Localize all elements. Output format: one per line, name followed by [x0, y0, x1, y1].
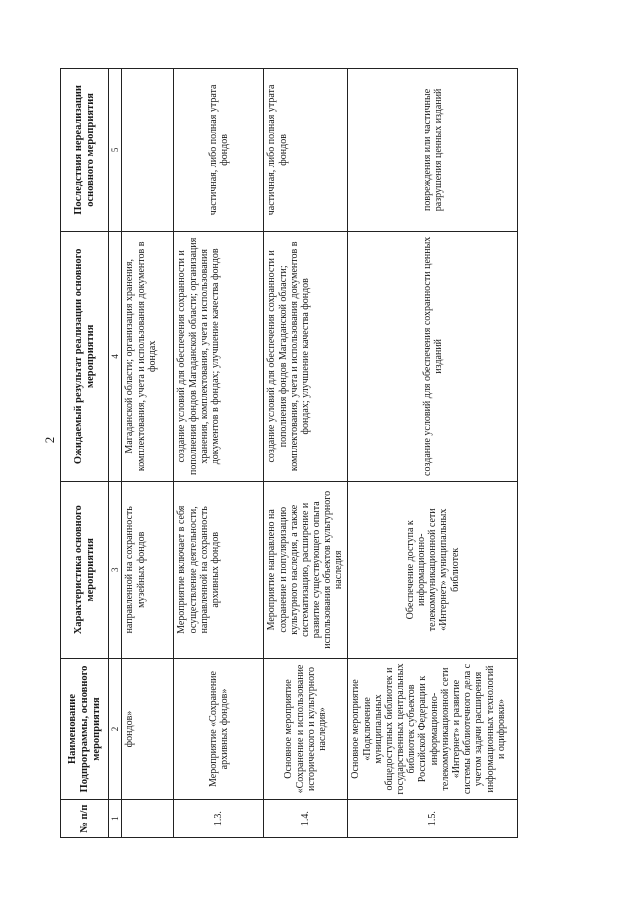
row-consequence: частичная, либо полная утрата фондов: [264, 69, 348, 232]
column-index: 1: [109, 800, 122, 838]
row-number: 1.5.: [348, 800, 518, 838]
row-result: Магаданской области; организация хранения, комплектования, учета и использования документов в фондах: [122, 231, 174, 481]
row-name: фондов»: [122, 658, 174, 800]
program-activities-table: [60, 68, 518, 838]
header-result: Ожидаемый результат реализации основного мероприятия: [61, 231, 109, 481]
column-index-row: [109, 69, 122, 838]
row-number: 1.4.: [264, 800, 348, 838]
header-consequence: Последствия нереализации основного мероприятия: [61, 69, 109, 232]
row-characteristic: Обеспечение доступа к информационно-телекоммуникационной сети «Интернет» муниципальных библиотек: [348, 481, 518, 658]
header-name: Наименование Подпрограммы, основного мероприятия: [61, 658, 109, 800]
table-row: [264, 69, 348, 838]
column-index: 5: [109, 69, 122, 232]
header-number: № п/п: [61, 800, 109, 838]
row-characteristic: Мероприятие включает в себя осуществление деятельности, направленной на сохранность архивных фондов: [174, 481, 264, 658]
column-index: 2: [109, 658, 122, 800]
row-characteristic: направленной на сохранность музейных фондов: [122, 481, 174, 658]
row-consequence: повреждения или частичные разрушения ценных изданий: [348, 69, 518, 232]
table-row: [122, 69, 174, 838]
table-row: [348, 69, 518, 838]
program-table-sheet: [60, 68, 620, 838]
row-number: 1.3.: [174, 800, 264, 838]
row-name: Основное мероприятие «Подключение муниципальных общедоступных библиотек и государственных центральных библиотек субъектов Российской Федерации к информационно-телекоммуникационной сети «Интернет» и развитие системы библиотечного дела с учетом задачи расширения информационных технологий и оцифровки»: [348, 658, 518, 800]
column-index: 3: [109, 481, 122, 658]
row-name: Мероприятие «Сохранение архивных фондов»: [174, 658, 264, 800]
row-result: создание условий для обеспечения сохранности и пополнения фондов Магаданской области; организация хранения, комплектования, учета и использования документов в фондах; улучшение качества фондов: [174, 231, 264, 481]
page-number: 2: [42, 436, 57, 444]
row-consequence: частичная, либо полная утрата фондов: [174, 69, 264, 232]
row-result: создание условий для обеспечения сохранности и пополнения фондов Магаданской области; комплектования, учета и использования документов в фондах; улучшение качества фондов: [264, 231, 348, 481]
row-name: Основное мероприятие «Сохранение и использование исторического и культурного наследия»: [264, 658, 348, 800]
table-row: [174, 69, 264, 838]
row-result: создание условий для обеспечения сохранности ценных изданий: [348, 231, 518, 481]
column-index: 4: [109, 231, 122, 481]
row-characteristic: Мероприятие направлено на сохранение и популяризацию культурного наследия, а также систематизацию, расширение и развитие существующего опыта использования объектов культурного наследия: [264, 481, 348, 658]
row-consequence: [122, 69, 174, 232]
row-number: [122, 800, 174, 838]
table-header-row: [61, 69, 109, 838]
header-characteristic: Характеристика основного мероприятия: [61, 481, 109, 658]
